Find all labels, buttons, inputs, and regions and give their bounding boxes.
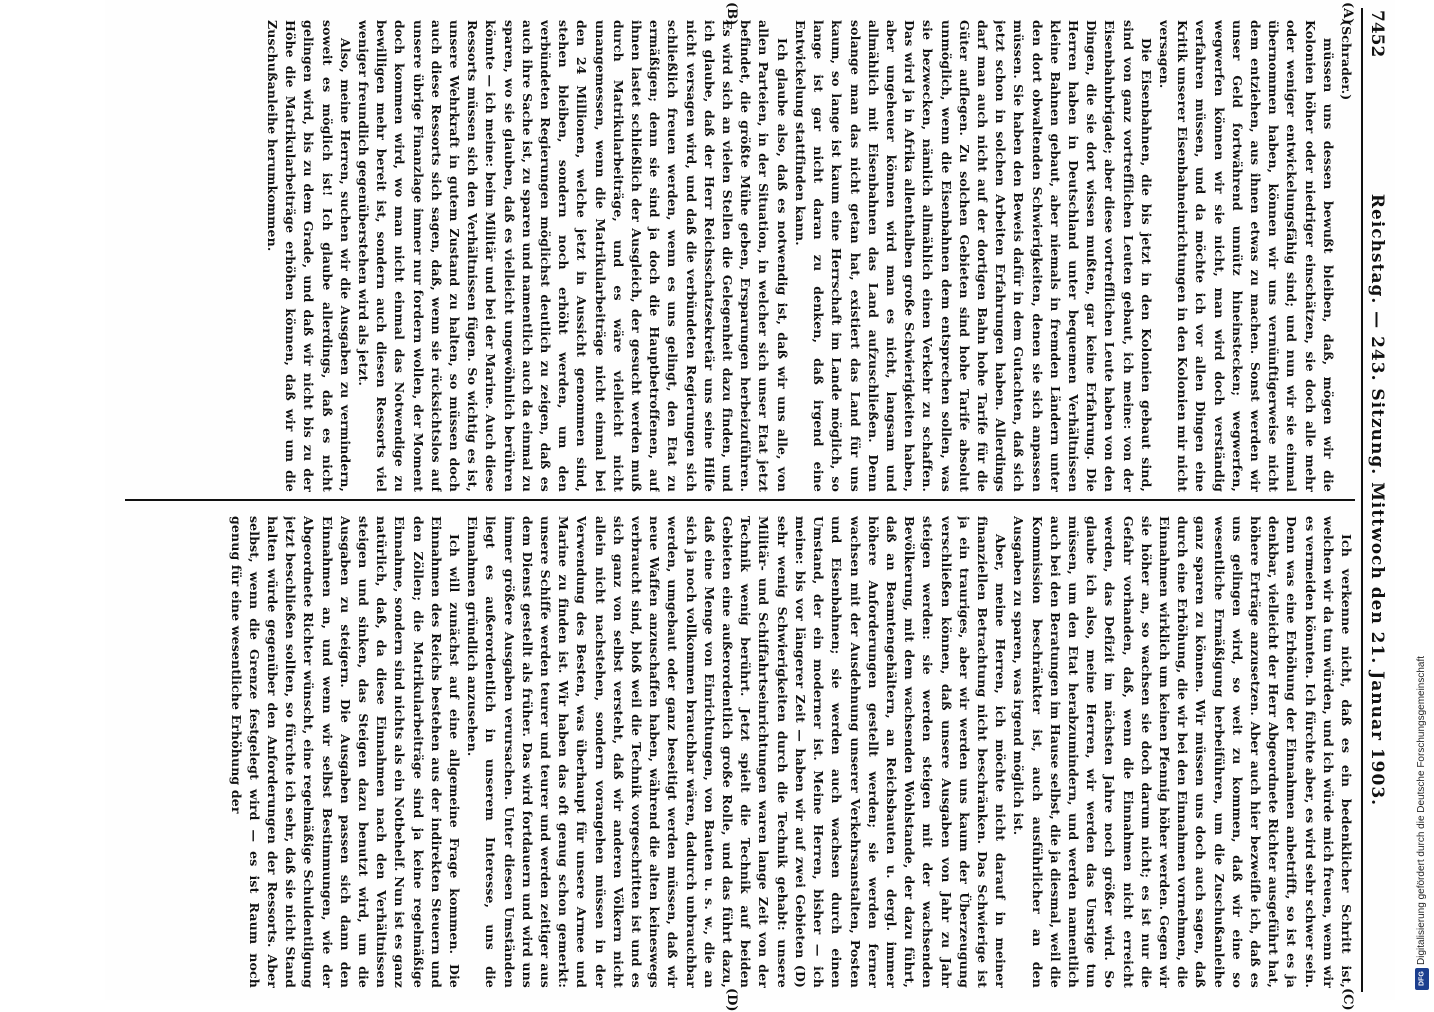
paragraph: müssen uns dessen bewußt bleiben, daß, mögen wir die Kolonien höher oder niedriger einschätzen, sie doch alle mehr oder weniger entwickelungsfähig sind; und nun wir sie einmal übernommen haben, können wir uns vernünftigerweise nicht dem entziehen, aus ihnen etwas zu machen. Sonst werden wir unser Geld fortwährend unnütz hineinstecken; wegwerfen, wegwerfen können wir sie nicht, man wird doch verständig verfahren müssen, und da möchte ich vor allen Dingen eine Kritik unserer Eisenbahneinrichtungen in den Kolonien mir nicht versagen. — [1156, 20, 1336, 492]
margin-marker-d: (D) — [724, 988, 739, 1012]
paragraph: Ich glaube also, daß es notwendig ist, daß wir uns alle, von allen Parteien, in der Situation, in welcher sich unser Etat jetzt befindet, die größte Mühe geben, Ersparungen herbeizuführen. Es wird sich an vielen Stellen die Gelegenheit dazu finden, und ich glaube, daß der Herr Reichsschatzsekretär uns seine Hilfe nicht versagen wird, und daß die verbündeten Regierungen sich schließlich freuen werden, wenn es uns gelingt, den Etat zu ermäßigen; denn sie sind ja doch die Hauptbetroffenen, auf ihnen lastet schließlich der Ausgleich, der gesucht werden muß durch Matrikularbeiträge, und es wäre vielleicht nicht unangemessen, wenn die Matrikularbeiträge nicht einmal bei den 24 Millionen, welche jetzt in Aussicht genommen sind, stehen bleiben, sondern noch erhöht werden, um den verbündeten Regierungen möglichst deutlich zu zeigen, daß es auch ihre Sache ist, zu sparen und namentlich auch da einmal zu sparen, wo sie glauben, daß es vielleicht ungewöhnlich berühren könnte — ich meine: beim Militär und bei der Marine. Auch diese Ressorts müssen sich den Verhältnissen fügen. So wichtig es ist, unsere Wehrkraft in gutem Zustand zu halten, so müssen doch auch diese Ressorts sich sagen, daß, wenn sie rücksichtslos auf unsere übrige Finanzlage immer nur fordern wollen, der Moment doch kommen wird, wo man nicht einmal das Notwendige zu bewilligen mehr bereit ist, sondern auch diesen Ressorts viel weniger freundlich gegenüberstehen wird als jetzt. — [356, 20, 790, 492]
page-title: Reichstag. — 243. Sitzung. Mittwoch den 21. Januar 1903. — [1367, 193, 1387, 807]
paragraph: Die Eisenbahnen, die bis jetzt in den Kolonien gebaut sind, sind von ganz vortrefflichen Leuten gebaut, ich meine: von der Eisenbahnbrigade; aber diese vortrefflichen Leute haben von den Dingen, die sie dort wissen mußten, gar keine Erfahrung. Die Herren haben in Deutschland unter bequemen Verhältnissen kleine Bahnen gebaut, aber niemals in fremden Ländern unter den dort obwaltenden Schwierigkeiten, denen sie sich anpassen müssen. Sie haben den Beweis dafür in dem Gutachten, daß sich jetzt schon in solchen Arbeiten Erfahrungen haben. Allerdings darf man auch nicht auf der dortigen Bahn hohe Tarife für die Güter auflegen. Zu solchen Gebieten sind hohe Tarife absolut unmöglich, wenn die Eisenbahnen dem entsprechen sollen, was sie bezwecken, nämlich allmählich einen Verkehr zu schaffen. Das wird ja in Afrika allenthalben große Schwierigkeiten haben, aber ungeheuer können wird man es nicht, langsam und allmählich mit Eisenbahnen das Land aufzuschließen. Denn solange man das nicht getan hat, existiert das Land für uns kaum, so lange ist kaum eine Herrschaft im Lande möglich, so lange ist gar nicht daran zu denken, daß irgend eine Entwickelung stattfinden kann. — [792, 20, 1154, 492]
paragraph: Aber, meine Herren, ich möchte nicht darauf in meiner finanziellen Betrachtung nicht beschränken. Das Schwierige ist ja ein trauriges, aber wir werden uns kaum der Überzeugung verschließen können, daß unsere Ausgaben von Jahr zu Jahr steigen werden: sie werden steigen mit der wachsenden Bevölkerung, mit dem wachsenden Wohlstande, der dazu führt, daß an Beamtengehältern, an Reichsbauten u. dergl. immer höhere Anforderungen gestellt werden; sie werden ferner wachsen mit der Ausdehnung unserer Verkehrsanstalten, Posten und Eisenbahnen; sie werden auch wachsen durch einen Umstand, der ein moderner ist. Meine Herren, bisher — ich meine: bis vor längerer Zeit — haben wir auf zwei Gebieten (D) sehr wenig Schwierigkeiten durch die Technik gehabt: unsere Militär- und Schiffahrtseinrichtungen waren lange Zeit von der Technik wenig berührt. Jetzt spielt die Technik auf beiden Gebieten eine außerordentlich große Rolle, und das führt dazu, daß eine Menge von Einrichtungen, von Bauten u. s. w., die an sich ja noch vollkommen brauchbar wären, dadurch unbrauchbar werden, umgebaut oder ganz beseitigt werden müssen, daß wir neue Waffen anzuschaffen haben, während die alten keineswegs verbraucht sind, bloß weil die Technik vorgeschritten ist und es sich ganz von selbst versteht, daß wir anderen Völkern nicht allein nicht nachstehen, sondern vorangehen müssen in der Verwendung des Besten, was überhaupt für unsere Armee und Marine zu finden ist. Wir haben das oft genug schon gemerkt: unsere Schiffe werden teurer und teurer und werden zeitiger aus dem Dienst gestellt als früher. Das wird fortdauern und wird uns immer größere Ausgaben verursachen. Unter diesen Umständen liegt es außerordentlich in unserem Interesse, uns die Einnahmen gründlich anzusehen. — [465, 516, 1009, 988]
margin-marker-c: (C) — [1340, 988, 1355, 1011]
page-number: 7452 — [1367, 10, 1387, 58]
scanned-page — [105, 0, 1395, 1012]
margin-marker-a: (A) — [1340, 2, 1355, 25]
digitization-sidebar — [1412, 0, 1434, 1000]
funding-credit: Digitalisierung gefördert durch die Deutsche Forschungsgemeinschaft — [1416, 655, 1427, 965]
dfg-logo-icon: DFG — [1415, 968, 1429, 990]
paragraph: Also, meine Herren, suchen wir die Ausgaben zu vermindern, soweit es möglich ist! Ich glaube allerdings, daß es nicht gelingen wird, bis zu dem Grade, und daß wir nicht bis zu der Höhe die Matrikularbeiträge erhöhen können, daß wir um die Zuschußanleihe herumkommen. — [265, 20, 353, 492]
left-column — [125, 20, 1355, 492]
column-divider — [125, 499, 1355, 501]
speaker-name: (Schrader.) — [1339, 20, 1354, 101]
right-column — [125, 516, 1355, 988]
margin-marker-b: (B) — [724, 2, 739, 26]
header-rule — [1361, 8, 1363, 992]
paragraph: Ich verkenne nicht, daß es ein bedenklicher Schritt ist, welchen wir da tun würden, und ich würde mich freuen, wenn wir es vermeiden könnten. Ich fürchte aber, es wird sehr schwer sein. Denn was eine Erhöhung der Einnahmen anbetrifft, so ist es ja denkbar, vielleicht der Herr Abgeordnete Richter ausgeführt hat, höhere Erträge anzusetzen. Aber auch hier bezweifle ich, daß es uns gelingen wird, so weit zu kommen, daß wir eine so wesentliche Ermäßigung herbeiführen, um die Zuschußanleihe ganz sparen zu können. Wir müssen uns doch auch sagen, daß durch eine Erhöhung, die wir bei den Einnahmen vornehmen, die Einnahmen wirklich um keinen Pfennig höher werden. Gegen wir sie höher an, so wachsen sie doch darum nicht; es ist nur die Gefahr vorhanden, daß, wenn die Einnahmen nicht erreicht werden, das Defizit im nächsten Jahre noch größer wird. So glaube ich also, meine Herren, wir werden das Unsrige tun müssen, um den Etat herabzumindern, und werden namentlich auch bei den Beratungen im Hause selbst, die ja diesmal, weil die Kommission beschränkter ist, auch ausführlicher an den Ausgaben zu sparen, was irgend möglich ist. — [1011, 516, 1354, 988]
paragraph: Ich will zunächst auf eine allgemeine Frage kommen. Die Einnahmen des Reichs bestehen aus der indirekten Steuern und den Zöllen; die Matrikularbeiträge sind ja keine regelmäßige Einnahme, sondern sind nichts als ein Notbehelf. Nun ist es ganz natürlich, daß, da diese Einnahmen nach den Verhältnissen steigen und sinken, das Steigen dazu benutzt wird, um die Ausgaben zu steigern. Die Ausgaben passen sich dann den Einnahmen an, und wenn wir selbst Bestimmungen, wie der Abgeordnete Richter wünscht, eine regelmäßige Schuldentilgung jetzt beschließen sollten, so fürchte ich sehr, daß sie nicht Stand halten würde gegenüber den Anforderungen der Ressorts. Aber selbst, wenn die Grenze festgelegt wird — es ist Raum noch genug für eine wesentliche Erhöhung der — [228, 516, 463, 988]
page-header — [1361, 0, 1387, 1000]
